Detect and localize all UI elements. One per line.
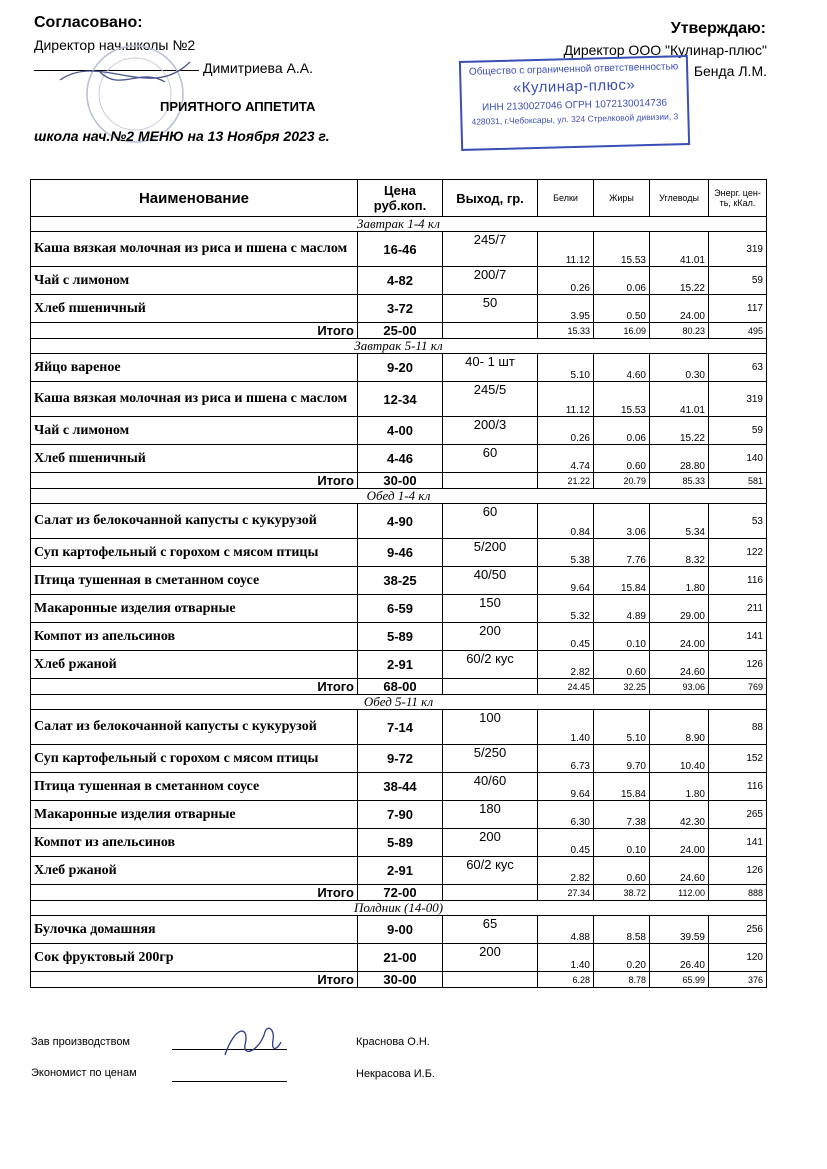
dish-protein: 11.12: [538, 382, 594, 417]
dish-kcal: 116: [709, 567, 767, 595]
dish-name: Хлеб ржаной: [31, 651, 358, 679]
dish-protein: 1.40: [538, 710, 594, 745]
dish-yield: 245/7: [443, 232, 538, 267]
dish-fat: 0.10: [594, 623, 650, 651]
header-carbs: Углеводы: [650, 180, 709, 217]
total-protein: 15.33: [538, 323, 594, 339]
total-yield-empty: [443, 679, 538, 695]
dish-yield: 200/3: [443, 417, 538, 445]
dish-carbs: 41.01: [650, 382, 709, 417]
header-price: Цена руб.коп.: [358, 180, 443, 217]
dish-protein: 2.82: [538, 651, 594, 679]
dish-protein: 0.26: [538, 267, 594, 295]
dish-protein: 11.12: [538, 232, 594, 267]
dish-fat: 15.84: [594, 773, 650, 801]
dish-yield: 5/200: [443, 539, 538, 567]
dish-yield: 245/5: [443, 382, 538, 417]
dish-kcal: 117: [709, 295, 767, 323]
stamp-line-2: «Кулинар-плюс»: [512, 76, 636, 97]
dish-kcal: 88: [709, 710, 767, 745]
dish-protein: 3.95: [538, 295, 594, 323]
total-fat: 32.25: [594, 679, 650, 695]
dish-kcal: 256: [709, 916, 767, 944]
dish-protein: 2.82: [538, 857, 594, 885]
dish-carbs: 24.60: [650, 857, 709, 885]
dish-yield: 200/7: [443, 267, 538, 295]
dish-price: 12-34: [358, 382, 443, 417]
dish-yield: 60/2 кус: [443, 651, 538, 679]
total-carbs: 85.33: [650, 473, 709, 489]
dish-name: Каша вязкая молочная из риса и пшена с маслом: [31, 382, 358, 417]
total-label: Итого: [31, 473, 358, 489]
dish-carbs: 24.60: [650, 651, 709, 679]
dish-name: Суп картофельный с горохом с мясом птицы: [31, 539, 358, 567]
total-row: [31, 323, 767, 339]
dish-price: 4-82: [358, 267, 443, 295]
dish-yield: 150: [443, 595, 538, 623]
dish-name: Птица тушенная в сметанном соусе: [31, 567, 358, 595]
dish-carbs: 1.80: [650, 567, 709, 595]
dish-carbs: 42.30: [650, 801, 709, 829]
dish-carbs: 28.80: [650, 445, 709, 473]
total-yield-empty: [443, 323, 538, 339]
dish-carbs: 0.30: [650, 354, 709, 382]
menu-table-body: [31, 217, 767, 988]
dish-kcal: 63: [709, 354, 767, 382]
economist-name: Некрасова И.Б.: [356, 1068, 435, 1080]
dish-name: Яйцо вареное: [31, 354, 358, 382]
dish-name: Птица тушенная в сметанном соусе: [31, 773, 358, 801]
total-row: [31, 972, 767, 988]
dish-kcal: 120: [709, 944, 767, 972]
table-row: [31, 354, 767, 382]
dish-yield: 60: [443, 445, 538, 473]
dish-yield: 40- 1 шт: [443, 354, 538, 382]
menu-table: [30, 179, 767, 988]
dish-name: Хлеб пшеничный: [31, 295, 358, 323]
table-row: [31, 745, 767, 773]
dish-name: Суп картофельный с горохом с мясом птицы: [31, 745, 358, 773]
company-stamp: [459, 55, 690, 151]
dish-kcal: 211: [709, 595, 767, 623]
dish-yield: 40/60: [443, 773, 538, 801]
dish-protein: 6.73: [538, 745, 594, 773]
dish-price: 5-89: [358, 829, 443, 857]
total-fat: 38.72: [594, 885, 650, 901]
dish-yield: 100: [443, 710, 538, 745]
dish-protein: 0.45: [538, 623, 594, 651]
total-price: 68-00: [358, 679, 443, 695]
dish-fat: 0.10: [594, 829, 650, 857]
dish-price: 2-91: [358, 651, 443, 679]
section-row: [31, 489, 767, 504]
production-name: Краснова О.Н.: [356, 1036, 430, 1048]
total-label: Итого: [31, 323, 358, 339]
dish-price: 7-90: [358, 801, 443, 829]
dish-name: Салат из белокочанной капусты с кукурузой: [31, 710, 358, 745]
stamp-line-1: Общество с ограниченной ответственностью: [468, 61, 679, 78]
dish-fat: 0.60: [594, 445, 650, 473]
menu-date: школа нач.№2 МЕНЮ на 13 Ноября 2023 г.: [34, 128, 330, 144]
section-row: [31, 901, 767, 916]
dish-fat: 0.06: [594, 267, 650, 295]
dish-carbs: 39.59: [650, 916, 709, 944]
dish-protein: 4.74: [538, 445, 594, 473]
confirm-title: Утверждаю:: [670, 20, 766, 37]
dish-fat: 5.10: [594, 710, 650, 745]
dish-name: Хлеб ржаной: [31, 857, 358, 885]
section-title: Завтрак 1-4 кл: [31, 217, 767, 232]
dish-name: Чай с лимоном: [31, 417, 358, 445]
confirm-role: Директор ООО "Кулинар-плюс": [563, 42, 767, 58]
stamp-line-4: 428031, г.Чебоксары, ул. 324 Стрелковой дивизии, 3: [471, 111, 679, 127]
table-row: [31, 445, 767, 473]
dish-price: 38-25: [358, 567, 443, 595]
section-row: [31, 339, 767, 354]
table-row: [31, 857, 767, 885]
dish-carbs: 29.00: [650, 595, 709, 623]
header-energy: Энерг. цен-ть, кКал.: [709, 180, 767, 217]
dish-protein: 1.40: [538, 944, 594, 972]
total-carbs: 93.06: [650, 679, 709, 695]
dish-yield: 60: [443, 504, 538, 539]
dish-protein: 9.64: [538, 567, 594, 595]
dish-yield: 200: [443, 623, 538, 651]
section-title: Полдник (14-00): [31, 901, 767, 916]
section-title: Завтрак 5-11 кл: [31, 339, 767, 354]
dish-protein: 0.45: [538, 829, 594, 857]
total-yield-empty: [443, 885, 538, 901]
total-protein: 6.28: [538, 972, 594, 988]
table-row: [31, 504, 767, 539]
dish-yield: 40/50: [443, 567, 538, 595]
total-label: Итого: [31, 972, 358, 988]
section-row: [31, 217, 767, 232]
dish-name: Сок фруктовый 200гр: [31, 944, 358, 972]
dish-fat: 4.60: [594, 354, 650, 382]
total-carbs: 80.23: [650, 323, 709, 339]
table-row: [31, 539, 767, 567]
dish-name: Салат из белокочанной капусты с кукурузой: [31, 504, 358, 539]
table-row: [31, 595, 767, 623]
total-kcal: 769: [709, 679, 767, 695]
total-kcal: 888: [709, 885, 767, 901]
total-yield-empty: [443, 473, 538, 489]
dish-protein: 6.30: [538, 801, 594, 829]
dish-name: Макаронные изделия отварные: [31, 801, 358, 829]
total-kcal: 376: [709, 972, 767, 988]
dish-name: Макаронные изделия отварные: [31, 595, 358, 623]
dish-price: 9-20: [358, 354, 443, 382]
dish-yield: 200: [443, 944, 538, 972]
dish-carbs: 26.40: [650, 944, 709, 972]
total-protein: 21.22: [538, 473, 594, 489]
total-fat: 20.79: [594, 473, 650, 489]
approved-title: Согласовано:: [34, 14, 143, 31]
dish-price: 3-72: [358, 295, 443, 323]
dish-carbs: 8.90: [650, 710, 709, 745]
dish-kcal: 141: [709, 623, 767, 651]
dish-price: 21-00: [358, 944, 443, 972]
dish-protein: 5.38: [538, 539, 594, 567]
dish-protein: 5.10: [538, 354, 594, 382]
economist-label: Экономист по ценам: [31, 1067, 137, 1079]
total-yield-empty: [443, 972, 538, 988]
approved-name: Димитриева А.А.: [203, 60, 313, 76]
total-row: [31, 473, 767, 489]
total-row: [31, 885, 767, 901]
dish-fat: 7.38: [594, 801, 650, 829]
dish-kcal: 59: [709, 267, 767, 295]
dish-yield: 5/250: [443, 745, 538, 773]
handwritten-signature-icon: [215, 1020, 285, 1065]
table-header-row: [31, 180, 767, 217]
dish-yield: 180: [443, 801, 538, 829]
dish-name: Каша вязкая молочная из риса и пшена с маслом: [31, 232, 358, 267]
dish-fat: 0.60: [594, 651, 650, 679]
total-price: 25-00: [358, 323, 443, 339]
dish-fat: 9.70: [594, 745, 650, 773]
dish-fat: 0.60: [594, 857, 650, 885]
dish-protein: 5.32: [538, 595, 594, 623]
dish-price: 7-14: [358, 710, 443, 745]
dish-carbs: 24.00: [650, 295, 709, 323]
total-label: Итого: [31, 679, 358, 695]
dish-name: Чай с лимоном: [31, 267, 358, 295]
dish-fat: 0.06: [594, 417, 650, 445]
dish-carbs: 1.80: [650, 773, 709, 801]
table-row: [31, 382, 767, 417]
dish-price: 38-44: [358, 773, 443, 801]
dish-kcal: 141: [709, 829, 767, 857]
dish-kcal: 152: [709, 745, 767, 773]
table-row: [31, 773, 767, 801]
table-row: [31, 916, 767, 944]
header-name: Наименование: [31, 180, 358, 217]
dish-kcal: 265: [709, 801, 767, 829]
dish-fat: 4.89: [594, 595, 650, 623]
confirm-name: Бенда Л.М.: [693, 63, 767, 79]
total-fat: 8.78: [594, 972, 650, 988]
dish-kcal: 126: [709, 651, 767, 679]
dish-name: Компот из апельсинов: [31, 829, 358, 857]
total-price: 30-00: [358, 473, 443, 489]
total-protein: 27.34: [538, 885, 594, 901]
total-price: 30-00: [358, 972, 443, 988]
dish-price: 16-46: [358, 232, 443, 267]
dish-carbs: 24.00: [650, 829, 709, 857]
dish-price: 5-89: [358, 623, 443, 651]
dish-carbs: 24.00: [650, 623, 709, 651]
total-carbs: 112.00: [650, 885, 709, 901]
table-row: [31, 623, 767, 651]
dish-kcal: 53: [709, 504, 767, 539]
section-title: Обед 1-4 кл: [31, 489, 767, 504]
total-price: 72-00: [358, 885, 443, 901]
dish-yield: 200: [443, 829, 538, 857]
header-fat: Жиры: [594, 180, 650, 217]
economist-signature-line: [172, 1081, 287, 1082]
dish-fat: 8.58: [594, 916, 650, 944]
dish-yield: 60/2 кус: [443, 857, 538, 885]
dish-price: 9-72: [358, 745, 443, 773]
dish-carbs: 15.22: [650, 267, 709, 295]
dish-price: 2-91: [358, 857, 443, 885]
section-row: [31, 695, 767, 710]
dish-price: 4-90: [358, 504, 443, 539]
table-row: [31, 295, 767, 323]
dish-fat: 0.20: [594, 944, 650, 972]
dish-yield: 65: [443, 916, 538, 944]
dish-carbs: 5.34: [650, 504, 709, 539]
dish-fat: 0.50: [594, 295, 650, 323]
table-row: [31, 267, 767, 295]
dish-kcal: 116: [709, 773, 767, 801]
dish-fat: 15.53: [594, 382, 650, 417]
dish-price: 9-00: [358, 916, 443, 944]
dish-protein: 9.64: [538, 773, 594, 801]
total-row: [31, 679, 767, 695]
dish-name: Компот из апельсинов: [31, 623, 358, 651]
stamp-line-3: ИНН 2130027046 ОГРН 1072130014736: [481, 97, 668, 114]
table-row: [31, 232, 767, 267]
table-row: [31, 710, 767, 745]
total-label: Итого: [31, 885, 358, 901]
production-label: Зав производством: [31, 1036, 130, 1048]
dish-protein: 4.88: [538, 916, 594, 944]
dish-name: Булочка домашняя: [31, 916, 358, 944]
dish-name: Хлеб пшеничный: [31, 445, 358, 473]
dish-kcal: 140: [709, 445, 767, 473]
dish-fat: 3.06: [594, 504, 650, 539]
table-row: [31, 567, 767, 595]
table-row: [31, 801, 767, 829]
dish-price: 4-46: [358, 445, 443, 473]
dish-kcal: 319: [709, 382, 767, 417]
total-carbs: 65.99: [650, 972, 709, 988]
table-row: [31, 829, 767, 857]
dish-fat: 7.76: [594, 539, 650, 567]
dish-yield: 50: [443, 295, 538, 323]
dish-price: 4-00: [358, 417, 443, 445]
table-row: [31, 944, 767, 972]
dish-fat: 15.53: [594, 232, 650, 267]
dish-carbs: 10.40: [650, 745, 709, 773]
dish-price: 9-46: [358, 539, 443, 567]
table-row: [31, 651, 767, 679]
header-yield: Выход, гр.: [443, 180, 538, 217]
dish-kcal: 122: [709, 539, 767, 567]
dish-fat: 15.84: [594, 567, 650, 595]
dish-carbs: 41.01: [650, 232, 709, 267]
dish-protein: 0.26: [538, 417, 594, 445]
subtitle: ПРИЯТНОГО АППЕТИТА: [160, 99, 316, 114]
dish-kcal: 59: [709, 417, 767, 445]
total-kcal: 495: [709, 323, 767, 339]
dish-price: 6-59: [358, 595, 443, 623]
total-protein: 24.45: [538, 679, 594, 695]
dish-carbs: 8.32: [650, 539, 709, 567]
table-row: [31, 417, 767, 445]
dish-kcal: 126: [709, 857, 767, 885]
total-fat: 16.09: [594, 323, 650, 339]
total-kcal: 581: [709, 473, 767, 489]
header-protein: Белки: [538, 180, 594, 217]
dish-kcal: 319: [709, 232, 767, 267]
section-title: Обед 5-11 кл: [31, 695, 767, 710]
dish-carbs: 15.22: [650, 417, 709, 445]
dish-protein: 0.84: [538, 504, 594, 539]
approved-role: Директор нач.школы №2: [34, 37, 196, 53]
